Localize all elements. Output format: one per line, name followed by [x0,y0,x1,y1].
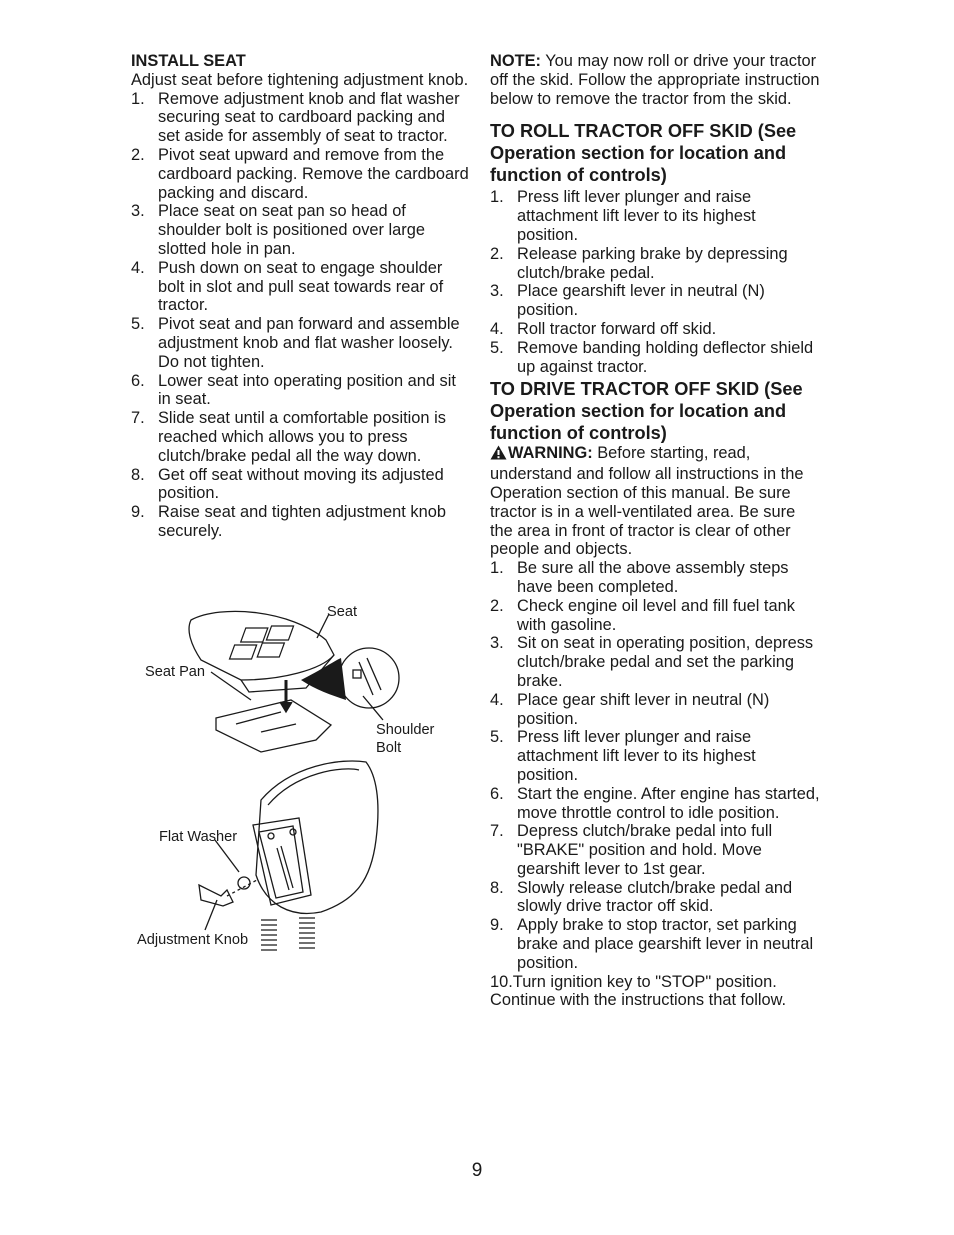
label-bolt: Bolt [376,740,402,756]
list-item: 1. Be sure all the above assembly steps have been completed. [490,559,789,596]
warning-paragraph [490,444,820,559]
left-column [131,52,471,541]
note-label: NOTE: [490,52,541,70]
spring-left [261,920,277,950]
list-item: 6. Start the engine. After engine has started, move throttle control to idle position. [490,784,820,822]
list-item: 1. Remove adjustment knob and flat washer securing seat to cardboard packing and set aside for assembly of seat to tractor. [131,89,460,146]
list-item: 8. Slowly release clutch/brake pedal and slowly drive tractor off skid. [490,878,793,916]
list-item: 1. Press lift lever plunger and raise attachment lift lever to its highest position. [490,188,756,244]
list-item: 3. Place gearshift lever in neutral (N) position. [490,282,765,320]
shoulder-bolt-detail [339,648,399,708]
list-item: 9. Raise seat and tighten adjustment knob securely. [131,503,446,540]
list-item: 3. Place seat on seat pan so head of shoulder bolt is positioned over large slotted hole in pan. [131,202,425,258]
list-item: 7. Slide seat until a comfortable position is reached which allows you to press clutch/brake pedal all the way down. [131,409,446,465]
list-item: 4. Place gear shift lever in neutral (N) position. [490,690,770,728]
seat-pan-shape [216,700,331,752]
list-item: 3. Sit on seat in operating position, depress clutch/brake pedal and set the parking brake. [490,634,814,690]
list-item: 9. Apply brake to stop tractor, set parking brake and place gearshift lever in neutral position. [490,916,814,972]
list-item: 5. Press lift lever plunger and raise attachment lift lever to its highest position. [490,728,756,784]
install-seat-steps [131,90,471,541]
list-item: 2. Pivot seat upward and remove from the cardboard packing. Remove the cardboard packing and discard. [131,145,469,202]
closing-text: Continue with the instructions that follow. [490,991,787,1010]
list-item: 5. Pivot seat and pan forward and assemble adjustment knob and flat washer loosely. Do not tighten. [131,315,460,371]
label-seat-pan: Seat Pan [145,664,206,680]
list-item: 4. Push down on seat to engage shoulder bolt in slot and pull seat towards rear of tractor. [131,258,444,315]
list-item: 10.Turn ignition key to "STOP" position. [490,972,777,991]
roll-tractor-steps [490,188,820,376]
note-text: You may now roll or drive your tractor off the skid. Follow the appropriate instruction below to remove the tractor from the skid. [490,52,820,108]
install-seat-heading: INSTALL SEAT [131,52,246,70]
install-seat-intro: Adjust seat before tightening adjustment knob. [131,70,469,89]
warning-text: Before starting, read, understand and follow all instructions in the Operation section of this manual. Be sure tractor is in a well-ventilated area. Be sure the area in front of tractor is clear of other people and objects. [490,444,804,559]
list-item: 4. Roll tractor forward off skid. [490,319,717,338]
label-shoulder: Shoulder [376,722,435,738]
right-column [490,52,820,1010]
list-item: 7. Depress clutch/brake pedal into full "BRAKE" position and hold. Move gearshift lever to 1st gear. [490,822,773,878]
list-item: 2. Release parking brake by depressing clutch/brake pedal. [490,244,788,282]
drive-tractor-steps [490,559,820,991]
seat-assembly-illustration [131,600,471,960]
warning-label: WARNING: [508,444,593,463]
label-adjustment-knob: Adjustment Knob [137,932,249,948]
list-item: 2. Check engine oil level and fill fuel tank with gasoline. [490,596,795,634]
seat-installation-figure [131,600,471,960]
note-paragraph [490,52,820,108]
drive-tractor-heading: TO DRIVE TRACTOR OFF SKID (See Operation section for location and function of controls) [490,379,803,444]
label-seat: Seat [327,604,358,620]
label-flat-washer: Flat Washer [159,829,238,845]
warning-triangle-icon [490,445,507,465]
list-item: 5. Remove banding holding deflector shield up against tractor. [490,338,814,376]
spring-right [299,918,315,948]
list-item: 8. Get off seat without moving its adjusted position. [131,465,444,503]
list-item: 6. Lower seat into operating position and sit in seat. [131,371,456,409]
roll-tractor-heading: TO ROLL TRACTOR OFF SKID (See Operation section for location and function of controls) [490,121,797,186]
page-number: 9 [471,1160,483,1181]
